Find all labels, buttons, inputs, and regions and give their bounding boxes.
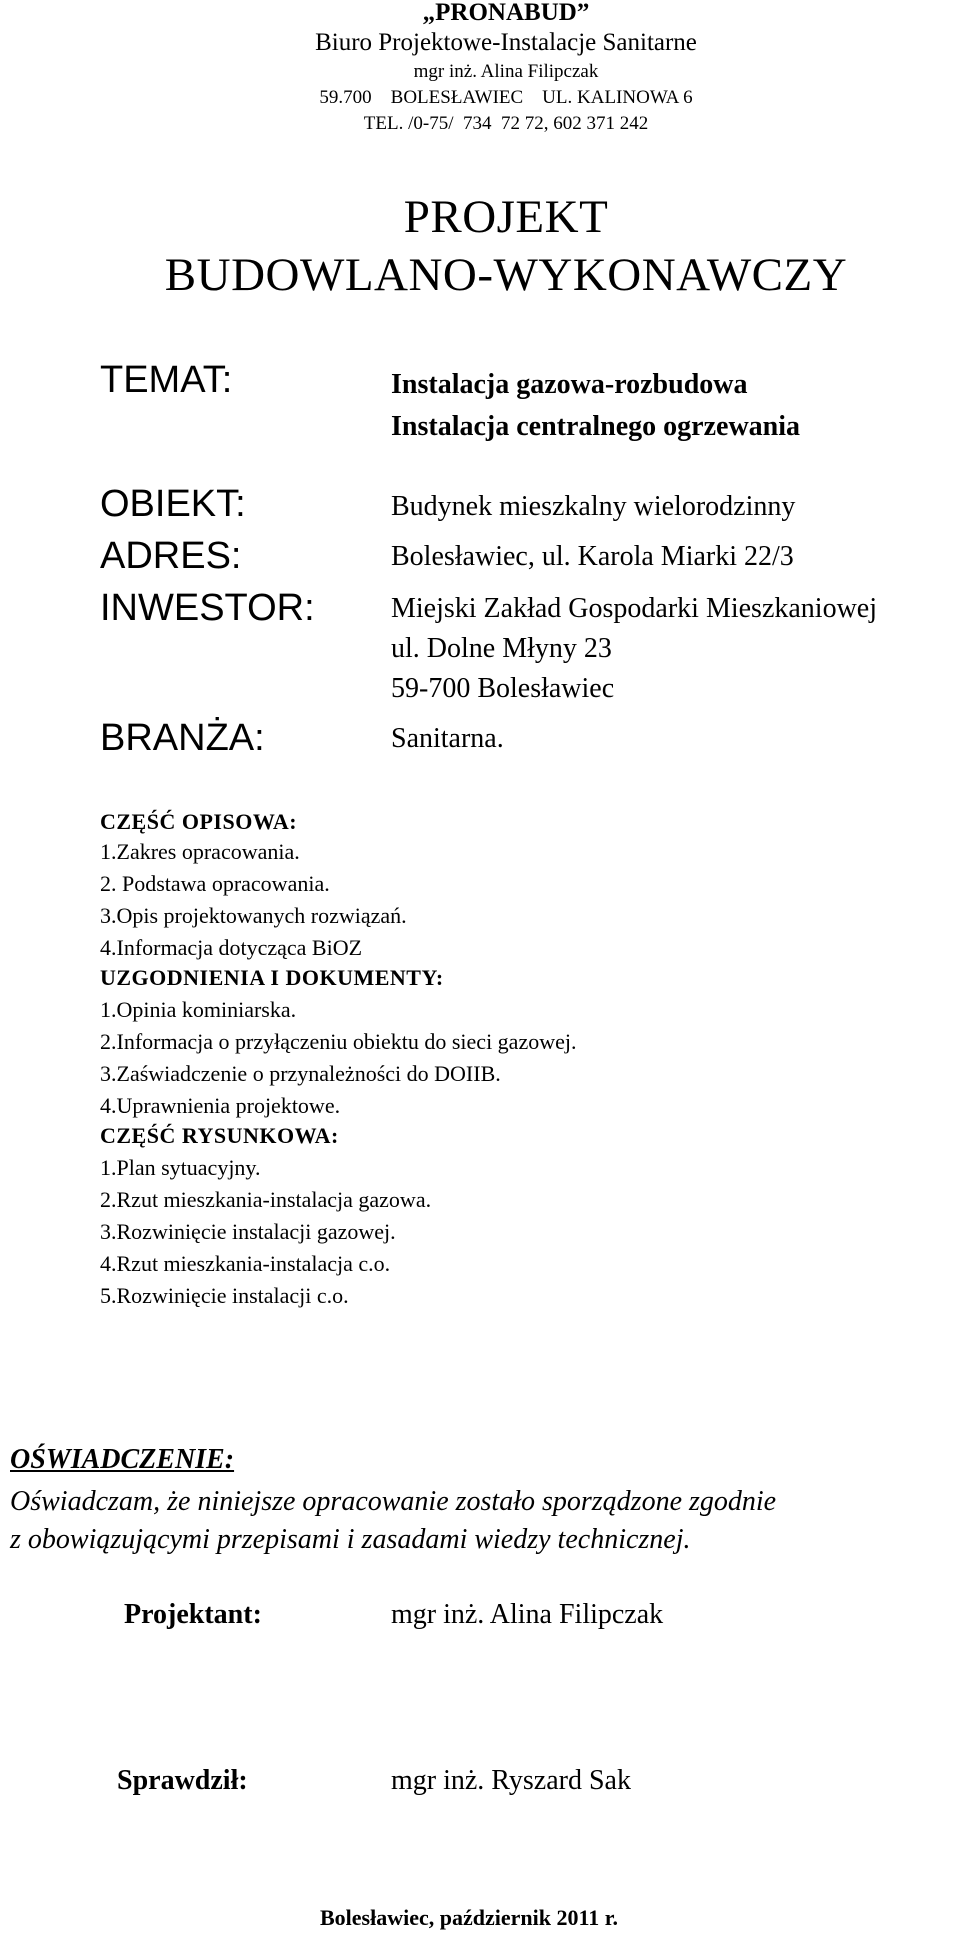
company-name: „PRONABUD” bbox=[422, 0, 590, 26]
statement-heading: OŚWIADCZENIE: bbox=[10, 1444, 235, 1475]
list-item: 4.Informacja dotycząca BiOZ bbox=[100, 935, 363, 960]
branza-value: Sanitarna. bbox=[391, 723, 504, 754]
inwestor-value-2: ul. Dolne Młyny 23 bbox=[391, 633, 612, 664]
inwestor-value-3: 59-700 Bolesławiec bbox=[391, 673, 615, 704]
statement-line-2: z obowiązującymi przepisami i zasadami wiedzy technicznej. bbox=[10, 1524, 691, 1555]
inwestor-label: INWESTOR: bbox=[100, 587, 315, 629]
list-item: 2. Podstawa opracowania. bbox=[100, 871, 330, 896]
list-item: 1.Zakres opracowania. bbox=[100, 839, 300, 864]
temat-label: TEMAT: bbox=[100, 359, 233, 401]
projektant-label: Projektant: bbox=[124, 1599, 262, 1630]
obiekt-value: Budynek mieszkalny wielorodzinny bbox=[391, 491, 796, 522]
sprawdzil-name: mgr inż. Ryszard Sak bbox=[391, 1765, 631, 1796]
list-item: 2.Rzut mieszkania-instalacja gazowa. bbox=[100, 1187, 432, 1212]
section-rysunkowa-heading: CZĘŚĆ RYSUNKOWA: bbox=[100, 1123, 339, 1148]
list-item: 3.Rozwinięcie instalacji gazowej. bbox=[100, 1219, 396, 1244]
temat-value-1: Instalacja gazowa-rozbudowa bbox=[391, 369, 748, 400]
temat-value-2: Instalacja centralnego ogrzewania bbox=[391, 411, 801, 442]
title-line-2: BUDOWLANO-WYKONAWCZY bbox=[164, 249, 848, 301]
statement-line-1: Oświadczam, że niniejsze opracowanie zostało sporządzone zgodnie bbox=[10, 1486, 777, 1517]
section-uzgodnienia-heading: UZGODNIENIA I DOKUMENTY: bbox=[100, 965, 444, 990]
list-item: 5.Rozwinięcie instalacji c.o. bbox=[100, 1283, 349, 1308]
sprawdzil-label: Sprawdził: bbox=[117, 1765, 248, 1796]
list-item: 3.Opis projektowanych rozwiązań. bbox=[100, 903, 407, 928]
company-address: 59.700 BOLESŁAWIEC UL. KALINOWA 6 bbox=[319, 87, 693, 108]
company-phone: TEL. /0-75/ 734 72 72, 602 371 242 bbox=[363, 113, 649, 134]
title-line-1: PROJEKT bbox=[403, 191, 609, 243]
list-item: 3.Zaświadczenie o przynależności do DOIIB. bbox=[100, 1061, 501, 1086]
footer-place-date: Bolesławiec, październik 2011 r. bbox=[320, 1905, 619, 1930]
projektant-name: mgr inż. Alina Filipczak bbox=[391, 1599, 664, 1630]
list-item: 1.Opinia kominiarska. bbox=[100, 997, 297, 1022]
obiekt-label: OBIEKT: bbox=[100, 483, 246, 525]
inwestor-value-1: Miejski Zakład Gospodarki Mieszkaniowej bbox=[391, 593, 878, 624]
list-item: 1.Plan sytuacyjny. bbox=[100, 1155, 261, 1180]
list-item: 4.Uprawnienia projektowe. bbox=[100, 1093, 341, 1118]
company-subtitle: Biuro Projektowe-Instalacje Sanitarne bbox=[315, 29, 697, 56]
adres-label: ADRES: bbox=[100, 535, 242, 577]
section-opisowa-heading: CZĘŚĆ OPISOWA: bbox=[100, 809, 298, 834]
list-item: 2.Informacja o przyłączeniu obiektu do sieci gazowej. bbox=[100, 1029, 577, 1054]
adres-value: Bolesławiec, ul. Karola Miarki 22/3 bbox=[391, 541, 794, 572]
list-item: 4.Rzut mieszkania-instalacja c.o. bbox=[100, 1251, 391, 1276]
company-owner: mgr inż. Alina Filipczak bbox=[413, 61, 599, 82]
branza-label: BRANŻA: bbox=[100, 717, 265, 759]
